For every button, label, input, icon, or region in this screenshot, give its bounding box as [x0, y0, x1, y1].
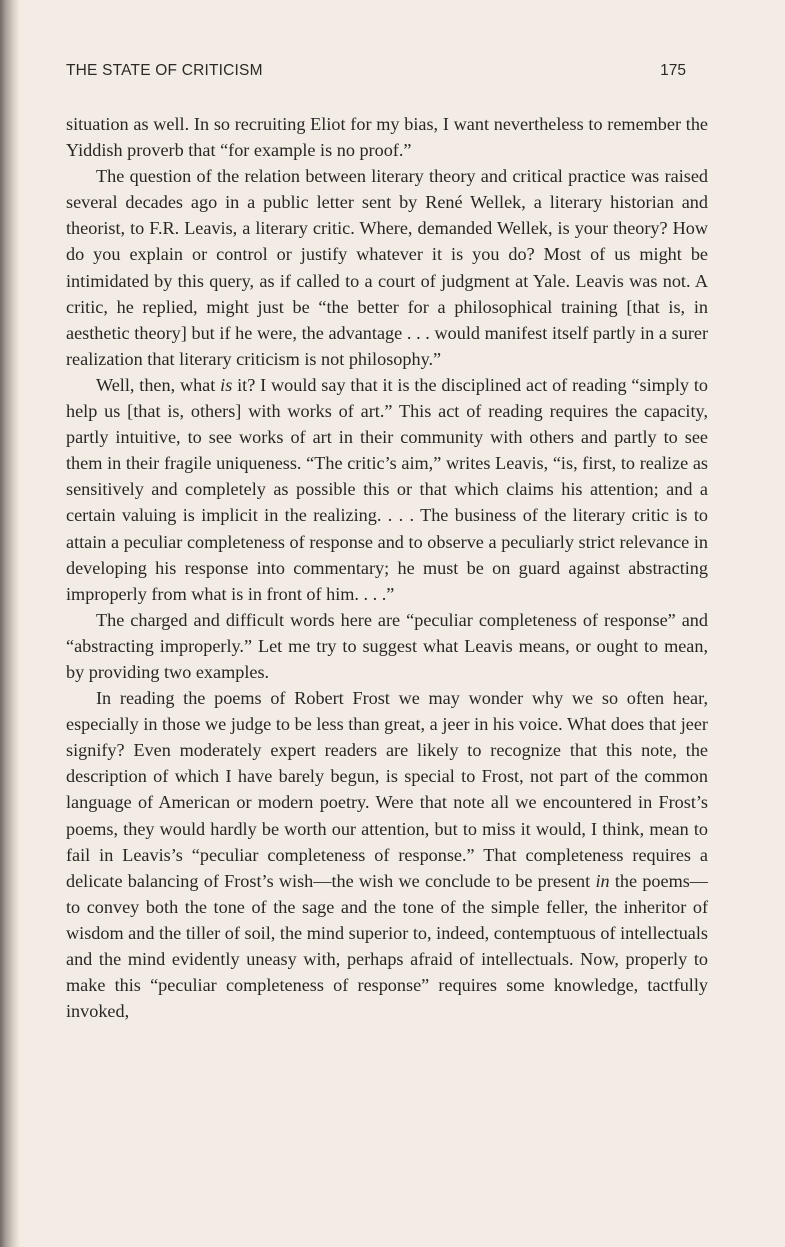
paragraph-text: the poems—to convey both the tone of the sage and the tone of the simple feller, the inheritor of wisdom and the tiller of soil, the mind superior to, indeed, contemptuous of intellectuals and the mind evidently uneasy with, perhaps afraid of intellectuals. Now, properly to make this “peculiar completeness of response” requires some knowledge, tactfully invoked, [66, 870, 708, 1022]
italic-emphasis: in [595, 870, 610, 891]
binding-shadow [0, 0, 20, 1247]
paragraph-4 [66, 607, 708, 685]
page-number: 175 [660, 62, 686, 79]
paragraph-text: The question of the relation between literary theory and critical practice was raised several decades ago in a public letter sent by René Wellek, a literary historian and theorist, to F.R. Leavis, a literary critic. Where, demanded Wellek, is your theory? How do you explain or control or justify whatever it is you do? Most of us might be intimidated by this query, as if called to a court of judgment at Yale. Leavis was not. A critic, he replied, might just be “the better for a philosophical training [that is, in aesthetic theory] but if he were, the advantage . . . would manifest itself partly in a surer realization that literary criticism is not philosophy.” [66, 166, 708, 369]
paragraph-2 [66, 163, 708, 372]
body-text [66, 111, 708, 1024]
paragraph-3 [66, 372, 708, 607]
paragraph-text: Well, then, what [96, 374, 221, 395]
paragraph-text: The charged and difficult words here are “peculiar completeness of response” and “abstracting improperly.” Let me try to suggest what Leavis means, or ought to mean, by providing two examples. [66, 609, 708, 682]
paragraph-text: situation as well. In so recruiting Eliot for my bias, I want nevertheless to remember the Yiddish proverb that “for example is no proof.” [66, 114, 708, 161]
paragraph-1 [66, 111, 708, 163]
paragraph-5 [66, 685, 708, 1024]
italic-emphasis: is [220, 374, 233, 395]
page-header [66, 62, 686, 88]
running-head: THE STATE OF CRITICISM [66, 62, 263, 79]
paragraph-text: it? I would say that it is the disciplined act of reading “simply to help us [that is, others] with works of art.” This act of reading requires the capacity, partly intuitive, to see works of art in their community with others and partly to see them in their fragile uniqueness. “The critic’s aim,” writes Leavis, “is, first, to realize as sensitively and completely as possible this or that which claims his attention; and a certain valuing is implicit in the realizing. . . . The business of the literary critic is to attain a peculiar completeness of response and to observe a peculiarly strict relevance in developing his response into commentary; he must be on guard against abstracting improperly from what is in front of him. . . .” [66, 374, 708, 604]
paragraph-text: In reading the poems of Robert Frost we may wonder why we so often hear, especially in those we judge to be less than great, a jeer in his voice. What does that jeer signify? Even moderately expert readers are likely to recognize that this note, the description of which I have barely begun, is special to Frost, not part of the common language of American or modern poetry. Were that note all we encountered in Frost’s poems, they would hardly be worth our attention, but to miss it would, I think, mean to fail in Leavis’s “peculiar completeness of response.” That completeness requires a delicate balancing of Frost’s wish—the wish we conclude to be present [66, 688, 708, 891]
